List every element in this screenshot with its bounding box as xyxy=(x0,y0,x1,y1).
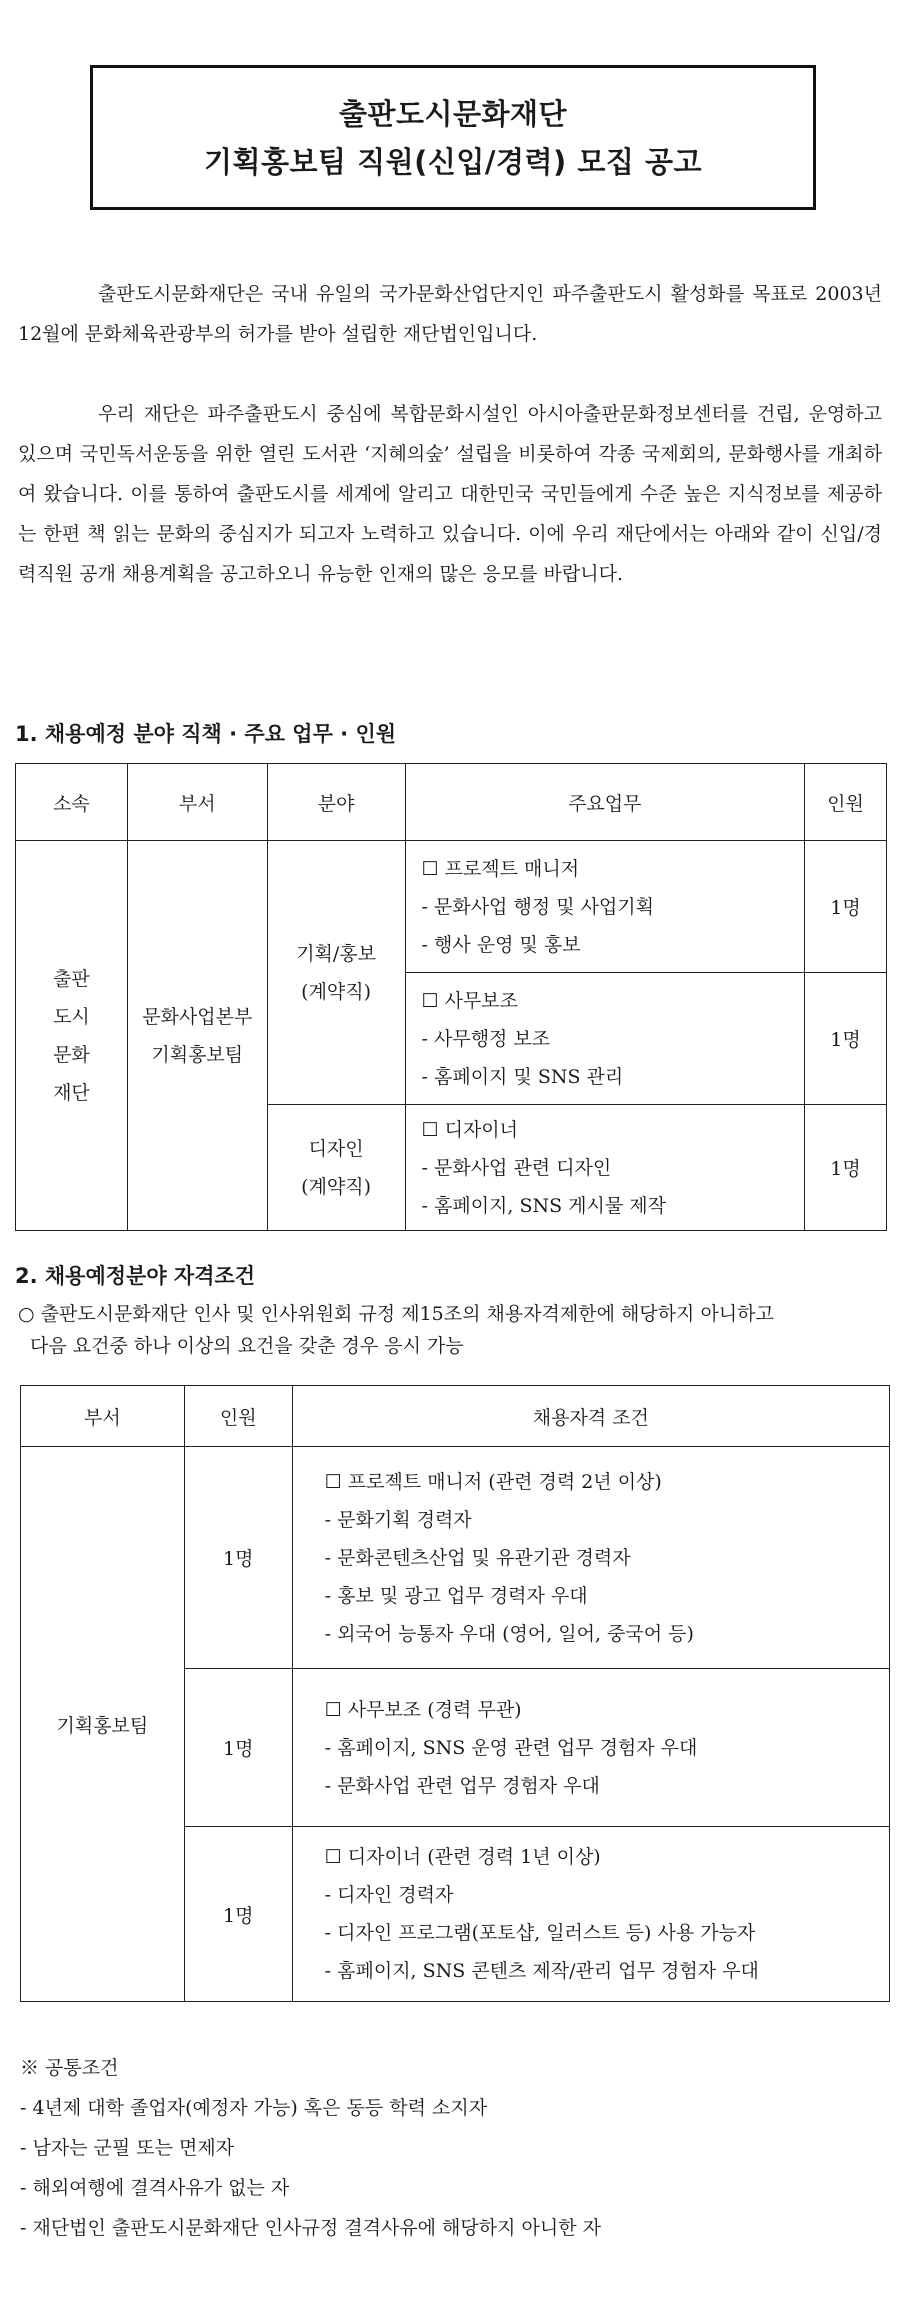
conditions-office-assistant: ☐ 사무보조 (경력 무관) - 홈페이지, SNS 운영 관련 업무 경험자 우대 - 문화사업 관련 업무 경험자 우대 xyxy=(292,1669,889,1827)
table-row xyxy=(21,1447,890,1669)
affiliation-cell: 출판 도시 문화 재단 xyxy=(16,841,128,1231)
header-department: 부서 xyxy=(21,1386,185,1447)
count-cell: 1명 xyxy=(805,1105,887,1231)
list-item: - 해외여행에 결격사유가 없는 자 xyxy=(20,2177,290,2199)
list-item: - 재단법인 출판도시문화재단 인사규정 결격사유에 해당하지 아니한 자 xyxy=(20,2217,601,2239)
intro-paragraph-2: 우리 재단은 파주출판도시 중심에 복합문화시설인 아시아출판문화정보센터를 건립, 운영하고 있으며 국민독서운동을 위한 열린 도서관 ‘지혜의숲’ 설립을 비롯하여 각종 국제회의, 문화행사를 개최하여 왔습니다. 이를 통하여 출판도시를 세계에 알리고 대한민국 국민들에게 수준 높은 지식정보를 제공하는 한편 책 읽는 문화의 중심지가 되고자 노력하고 있습니다. 이에 우리 재단에서는 아래와 같이 신입/경력직원 공개 채용계획을 공고하오니 유능한 인재의 많은 응모를 바랍니다. xyxy=(18,403,882,585)
note-line-2: 다음 요건중 하나 이상의 요건을 갖춘 경우 응시 가능 xyxy=(30,1335,464,1357)
positions-table xyxy=(15,763,887,1231)
count-cell: 1명 xyxy=(805,841,887,973)
header-department: 부서 xyxy=(127,764,267,841)
header-field: 분야 xyxy=(267,764,405,841)
section2-title: 2. 채용예정분야 자격조건 xyxy=(15,1264,256,1288)
eligibility-note xyxy=(18,1298,888,1362)
qualifications-header-row xyxy=(21,1386,890,1447)
section1-title: 1. 채용예정 분야 직책 · 주요 업무 · 인원 xyxy=(15,722,397,746)
common-conditions-title: ※ 공통조건 xyxy=(20,2057,119,2079)
positions-header-row xyxy=(16,764,887,841)
intro-paragraph-1: 출판도시문화재단은 국내 유일의 국가문화산업단지인 파주출판도시 활성화를 목표로 2003년 12월에 문화체육관광부의 허가를 받아 설립한 재단법인입니다. xyxy=(18,283,882,345)
list-item: - 남자는 군필 또는 면제자 xyxy=(20,2137,235,2159)
conditions-designer: ☐ 디자이너 (관련 경력 1년 이상) - 디자인 경력자 - 디자인 프로그램(포토샵, 일러스트 등) 사용 가능자 - 홈페이지, SNS 콘텐츠 제작/관리 업무 경험자 우대 xyxy=(292,1827,889,2002)
duties-office-assistant: ☐ 사무보조 - 사무행정 보조 - 홈페이지 및 SNS 관리 xyxy=(405,973,805,1105)
count-cell: 1명 xyxy=(184,1447,292,1669)
count-cell: 1명 xyxy=(805,973,887,1105)
qualifications-table xyxy=(20,1385,890,2002)
header-affiliation: 소속 xyxy=(16,764,128,841)
duties-project-manager: ☐ 프로젝트 매니저 - 문화사업 행정 및 사업기획 - 행사 운영 및 홍보 xyxy=(405,841,805,973)
header-conditions: 채용자격 조건 xyxy=(292,1386,889,1447)
header-duties: 주요업무 xyxy=(405,764,805,841)
qualification-department-cell: 기획홍보팀 xyxy=(21,1447,185,2002)
count-cell: 1명 xyxy=(184,1827,292,2002)
common-conditions xyxy=(20,2048,601,2248)
field-planning-cell: 기획/홍보 (계약직) xyxy=(267,841,405,1105)
duties-designer: ☐ 디자이너 - 문화사업 관련 디자인 - 홈페이지, SNS 게시물 제작 xyxy=(405,1105,805,1231)
conditions-project-manager: ☐ 프로젝트 매니저 (관련 경력 2년 이상) - 문화기획 경력자 - 문화콘텐츠산업 및 유관기관 경력자 - 홍보 및 광고 업무 경력자 우대 - 외국어 능통자 우대 (영어, 일어, 중국어 등) xyxy=(292,1447,889,1669)
table-row xyxy=(16,841,887,973)
department-cell: 문화사업본부 기획홍보팀 xyxy=(127,841,267,1231)
title-line-1: 출판도시문화재단 xyxy=(338,96,568,131)
header-count: 인원 xyxy=(184,1386,292,1447)
field-design-cell: 디자인 (계약직) xyxy=(267,1105,405,1231)
title-line-2: 기획홍보팀 직원(신입/경력) 모집 공고 xyxy=(203,144,703,179)
count-cell: 1명 xyxy=(184,1669,292,1827)
header-count: 인원 xyxy=(805,764,887,841)
title-box xyxy=(90,65,816,210)
list-item: - 4년제 대학 졸업자(예정자 가능) 혹은 동등 학력 소지자 xyxy=(20,2097,488,2119)
note-line-1: ○ 출판도시문화재단 인사 및 인사위원회 규정 제15조의 채용자격제한에 해당하지 아니하고 xyxy=(18,1303,774,1325)
